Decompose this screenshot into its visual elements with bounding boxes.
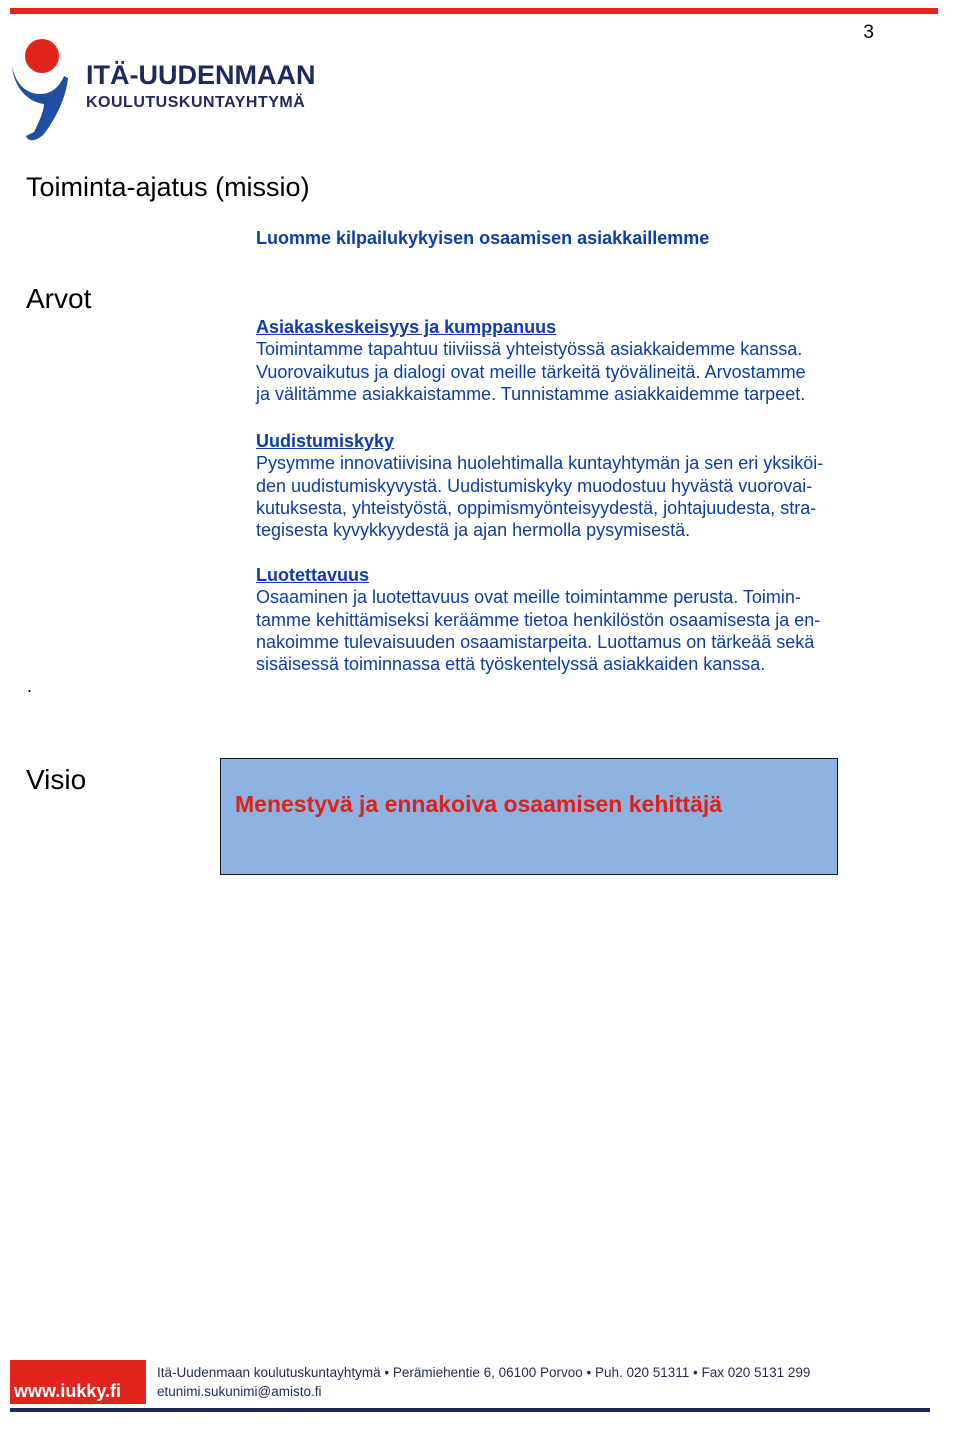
value-line: den uudistumiskyvystä. Uudistumiskyky muodostuu hyvästä vuorovai- — [256, 475, 813, 496]
value-line: ja välitämme asiakkaistamme. Tunnistamme asiakkaidemme tarpeet. — [256, 383, 806, 404]
value-line: kutuksesta, yhteistyöstä, oppimismyönteisyydestä, johtajuudesta, stra- — [256, 497, 817, 518]
vision-statement: Menestyvä ja ennakoiva osaamisen kehittäjä — [235, 791, 723, 817]
header-rule — [10, 8, 938, 14]
footer-website-link[interactable]: www.iukky.fi — [14, 1381, 122, 1401]
vision-heading: Visio — [26, 764, 87, 795]
value-line: Pysymme innovatiivisina huolehtimalla kuntayhtymän ja sen eri yksiköi- — [256, 453, 824, 474]
value-reliability — [256, 564, 876, 675]
value-renewal — [256, 430, 876, 541]
value-line: Osaaminen ja luotettavuus ovat meille toimintamme perusta. Toimin- — [256, 587, 801, 608]
logo-title: ITÄ-UUDENMAAN — [86, 60, 316, 90]
values-heading: Arvot — [26, 283, 92, 314]
value-line: tamme kehittämiseksi keräämme tietoa henkilöstön osaamisesta ja en- — [256, 609, 821, 630]
footer-email[interactable]: etunimi.sukunimi@amisto.fi — [157, 1384, 322, 1399]
value-title: Asiakaskeskeisyys ja kumppanuus — [256, 317, 557, 337]
value-line: sisäisessä toiminnassa että työskentelyssä asiakkaiden kanssa. — [256, 654, 766, 675]
logo-emblem-icon — [8, 36, 88, 146]
organization-logo — [8, 36, 316, 146]
value-title: Uudistumiskyky — [256, 431, 395, 451]
mission-statement: Luomme kilpailukykyisen osaamisen asiakkaillemme — [256, 228, 710, 248]
stray-mark: . — [27, 676, 33, 696]
footer-rule — [10, 1408, 930, 1412]
value-line: tegisesta kyvykkyydestä ja ajan hermolla pysymisestä. — [256, 520, 691, 541]
logo-subtitle: KOULUTUSKUNTAYHTYMÄ — [86, 94, 306, 111]
value-customer-focus — [256, 316, 876, 405]
footer-address: Itä-Uudenmaan koulutuskuntayhtymä • Perämiehentie 6, 06100 Porvoo • Puh. 020 51311 • Fax 020 5131 299 — [157, 1365, 811, 1380]
value-line: Vuorovaikutus ja dialogi ovat meille tärkeitä työvälineitä. Arvostamme — [256, 361, 806, 382]
page-number: 3 — [863, 22, 874, 43]
value-title: Luotettavuus — [256, 565, 370, 585]
value-line: Toimintamme tapahtuu tiiviissä yhteistyössä asiakkaidemme kanssa. — [256, 339, 803, 360]
value-line: nakoimme tulevaisuuden osaamistarpeita. Luottamus on tärkeää sekä — [256, 631, 815, 652]
mission-heading: Toiminta-ajatus (missio) — [26, 172, 310, 202]
vision-box — [220, 758, 838, 875]
